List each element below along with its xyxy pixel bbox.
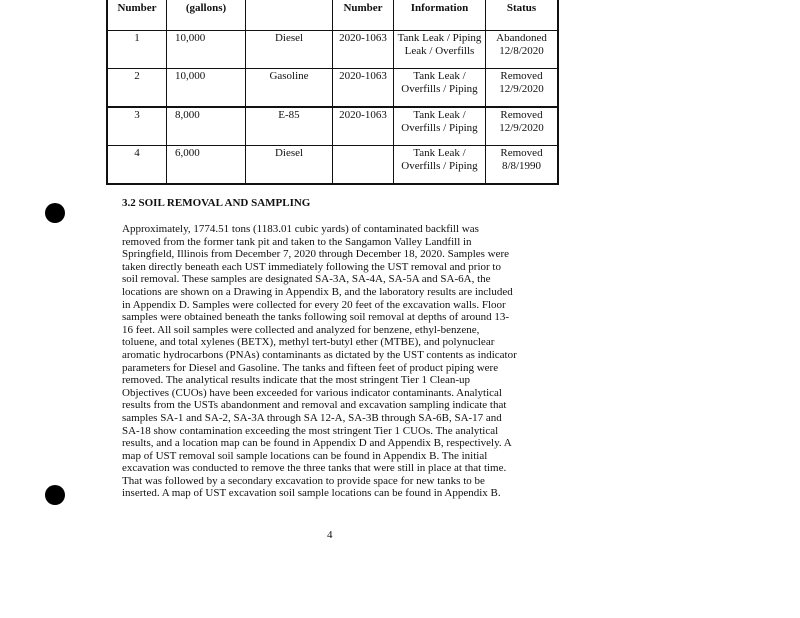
table-cell: 2020-1063 (333, 69, 394, 108)
column-header: Number (107, 0, 167, 31)
paragraph-line: 16 feet. All soil samples were collected and analyzed for benzene, ethyl-benzene, (122, 323, 480, 336)
paragraph-line: Springfield, Illinois from December 7, 2020 through December 18, 2020. Samples were (122, 248, 510, 261)
binder-hole (45, 203, 65, 223)
paragraph-line: soil removal. These samples are designated SA-3A, SA-4A, SA-5A and SA-6A, the (122, 273, 491, 286)
table-row (107, 107, 558, 146)
table-cell: Diesel (246, 31, 333, 69)
table-cell: Tank Leak / Overfills / Piping (394, 69, 486, 108)
paragraph-line: in Appendix D. Samples were collected for every 20 feet of the excavation walls. Floor (122, 298, 506, 311)
paragraph-line: toluene, and total xylenes (BETX), methyl tert-butyl ether (MTBE), and polynuclear (122, 336, 495, 349)
paragraph-line: taken directly beneath each UST immediately following the UST removal and prior to (122, 260, 501, 273)
paragraph-line: samples were obtained beneath the tanks following soil removal at depths of around 13- (122, 311, 510, 324)
table-cell: 8,000 (167, 107, 246, 146)
table-cell: Abandoned 12/8/2020 (486, 31, 559, 69)
paragraph-line: results from the USTs abandonment and removal and excavation sampling indicate that (122, 399, 507, 412)
binder-hole (45, 485, 65, 505)
table-cell: Removed 12/9/2020 (486, 69, 559, 108)
page-number: 4 (327, 529, 333, 541)
column-header (246, 0, 333, 31)
column-header: Information (394, 0, 486, 31)
section-heading: 3.2 SOIL REMOVAL AND SAMPLING (122, 197, 311, 209)
table-row (107, 69, 558, 108)
column-header: Number (333, 0, 394, 31)
paragraph-line: locations are shown on a Drawing in Appendix B, and the laboratory results are included (122, 285, 513, 298)
paragraph-line: removed from the former tank pit and taken to the Sangamon Valley Landfill in (122, 235, 472, 248)
table-cell: 3 (107, 107, 167, 146)
table-cell (333, 146, 394, 185)
table-cell: Diesel (246, 146, 333, 185)
table-cell: E-85 (246, 107, 333, 146)
table-cell: 4 (107, 146, 167, 185)
table-cell: 2020-1063 (333, 107, 394, 146)
table-cell: Removed 8/8/1990 (486, 146, 559, 185)
paragraph-line: results, and a location map can be found in Appendix D and Appendix B, respectively. A (122, 437, 512, 450)
column-header: (gallons) (167, 0, 246, 31)
table-cell: Tank Leak / Piping Leak / Overfills (394, 31, 486, 69)
table-cell: 2 (107, 69, 167, 108)
table-cell: Tank Leak / Overfills / Piping (394, 146, 486, 185)
table-cell: 6,000 (167, 146, 246, 185)
table-row (107, 31, 558, 69)
paragraph-line: excavation was conducted to remove the three tanks that were still in place at that time. (122, 462, 507, 475)
paragraph-line: removed. The analytical results indicate that the most stringent Tier 1 Clean-up (122, 374, 471, 387)
table-cell: Gasoline (246, 69, 333, 108)
table-cell: Removed 12/9/2020 (486, 107, 559, 146)
paragraph-line: aromatic hydrocarbons (PNAs) contaminants as dictated by the UST contents as indicator (122, 348, 517, 361)
table-cell: 2020-1063 (333, 31, 394, 69)
tank-table (106, 0, 559, 185)
paragraph-line: samples SA-1 and SA-2, SA-3A through SA 12-A, SA-3B through SA-6B, SA-17 and (122, 411, 502, 424)
paragraph-line: That was followed by a secondary excavation to provide space for new tanks to be (122, 474, 485, 487)
paragraph-line: SA-18 show contamination exceeding the most stringent Tier 1 CUOs. The analytical (122, 424, 499, 437)
paragraph-line: parameters for Diesel and Gasoline. The tanks and fifteen feet of product piping were (122, 361, 499, 374)
paragraph-line: Objectives (CUOs) have been exceeded for various indicator contaminants. Analytical (122, 386, 502, 399)
table-cell: 1 (107, 31, 167, 69)
table-cell: Tank Leak / Overfills / Piping (394, 107, 486, 146)
paragraph-line: Approximately, 1774.51 tons (1183.01 cubic yards) of contaminated backfill was (122, 223, 479, 235)
paragraph-line: map of UST removal soil sample locations can be found in Appendix B. The initial (122, 449, 488, 462)
paragraph-line: inserted. A map of UST excavation soil sample locations can be found in Appendix B. (122, 487, 501, 500)
section-paragraph (122, 223, 572, 500)
table-cell: 10,000 (167, 31, 246, 69)
table-cell: 10,000 (167, 69, 246, 108)
table-row (107, 146, 558, 185)
column-header: Status (486, 0, 559, 31)
